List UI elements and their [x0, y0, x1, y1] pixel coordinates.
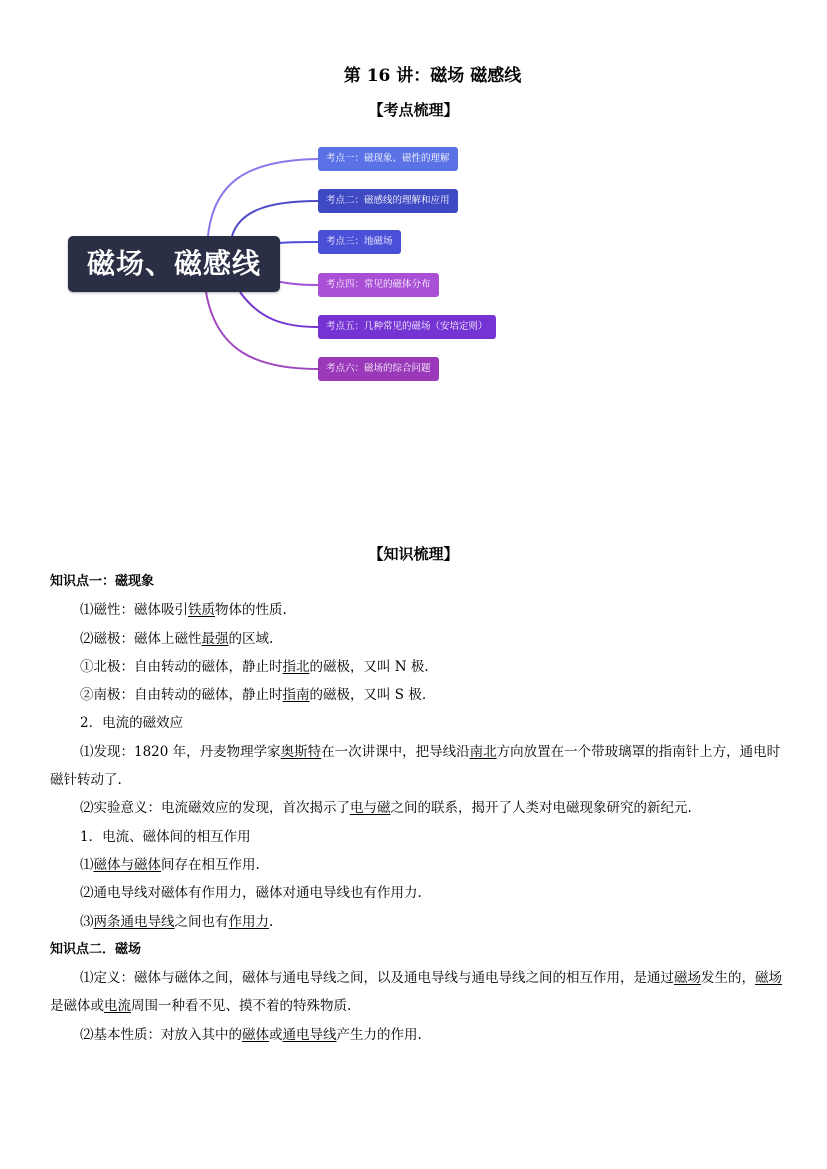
mindmap-node-5: 考点五：几种常见的磁场（安培定则） — [318, 315, 496, 339]
k1-line-1: ⑴磁性：磁体吸引铁质物体的性质. — [80, 602, 287, 619]
mindmap-node-4: 考点四：常见的磁体分布 — [318, 273, 439, 297]
mindmap-root: 磁场、磁感线 — [68, 236, 280, 292]
k1-line-10: ⑵通电导线对磁体有作用力，磁体对通电导线也有作用力. — [80, 885, 422, 902]
page-title: 第 16 讲：磁场 磁感线 — [343, 66, 522, 86]
connector-2 — [232, 201, 318, 236]
knowledge-heading-2: 知识点二．磁场 — [50, 941, 142, 957]
connector-1 — [208, 159, 318, 236]
k2-line-1: ⑴定义：磁体与磁体之间，磁体与通电导线之间，以及通电导线与通电导线之间的相互作用，是通过磁场发生的，磁场是磁体或电流周围一种看不见、摸不着的特殊物质. — [50, 970, 782, 1015]
k1-line-6: ⑴发现：1820 年，丹麦物理学家奥斯特在一次讲课中，把导线沿南北方向放置在一个带玻璃罩的指南针上方，通电时磁针转动了. — [50, 743, 781, 789]
section-heading-knowledge: 【知识梳理】 — [368, 545, 459, 563]
k1-line-8: 1．电流、磁体间的相互作用 — [80, 828, 251, 845]
k1-line-3: ①北极：自由转动的磁体，静止时指北的磁极，又叫 N 极. — [80, 658, 429, 675]
knowledge-body — [50, 568, 782, 1049]
k2-line-2: ⑵基本性质：对放入其中的磁体或通电导线产生力的作用. — [80, 1026, 422, 1043]
knowledge-heading-1: 知识点一：磁现象 — [50, 574, 155, 589]
mindmap-node-2: 考点二：磁感线的理解和应用 — [318, 189, 458, 213]
k1-line-9: ⑴磁体与磁体间存在相互作用. — [80, 856, 260, 873]
k1-line-7: ⑵实验意义：电流磁效应的发现，首次揭示了电与磁之间的联系，揭开了人类对电磁现象研究的新纪元. — [80, 800, 692, 817]
connector-5 — [240, 292, 318, 327]
k1-line-5: 2．电流的磁效应 — [80, 715, 184, 732]
mindmap-node-6: 考点六：磁场的综合问题 — [318, 357, 439, 381]
mindmap-node-3: 考点三：地磁场 — [318, 230, 401, 254]
k1-line-11: ⑶两条通电导线之间也有作用力. — [80, 913, 274, 930]
mindmap-node-1: 考点一：磁现象、磁性的理解 — [318, 147, 458, 171]
section-heading-exam-points: 【考点梳理】 — [368, 101, 459, 119]
k1-line-4: ②南极：自由转动的磁体，静止时指南的磁极，又叫 S 极. — [80, 687, 427, 704]
connector-6 — [206, 292, 318, 369]
k1-line-2: ⑵磁极：磁体上磁性最强的区域. — [80, 630, 274, 647]
